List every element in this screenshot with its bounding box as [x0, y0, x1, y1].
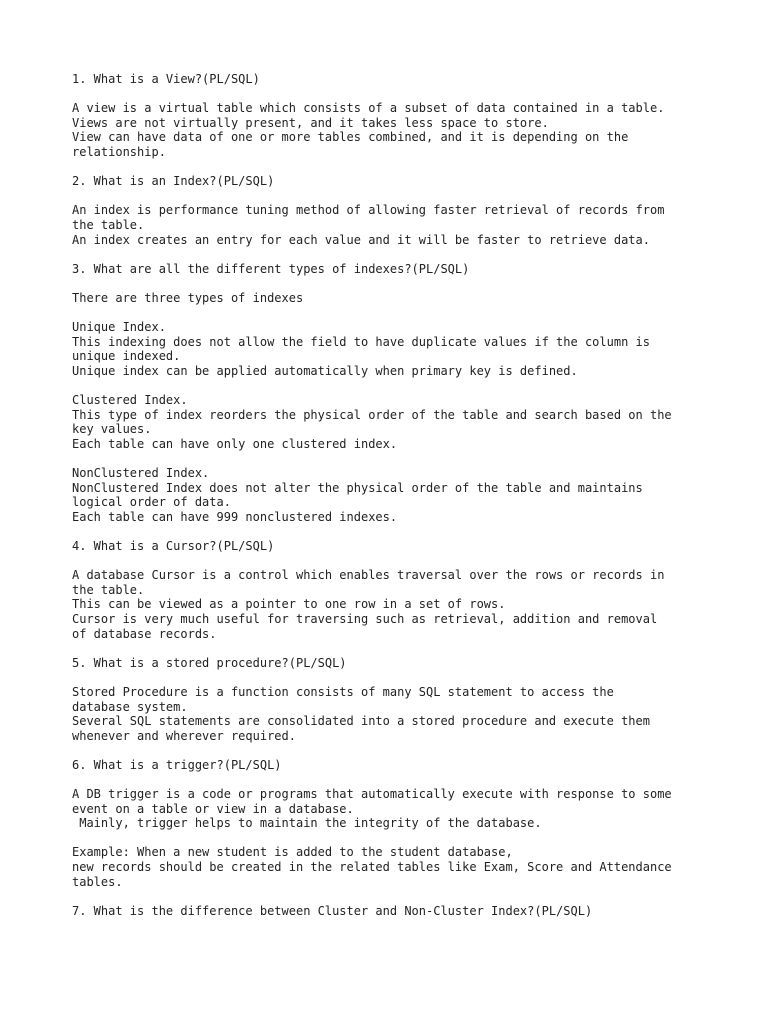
nonclustered-index-paragraph — [72, 466, 732, 524]
q1-answer — [72, 101, 732, 159]
q6-answer — [72, 787, 732, 831]
text-line: Several SQL statements are consolidated into a stored procedure and execute them — [72, 714, 650, 729]
q2-answer — [72, 203, 732, 247]
text-line: tables. — [72, 874, 123, 889]
text-line: 4. What is a Cursor?(PL/SQL) — [72, 539, 275, 553]
text-line: new records should be created in the related tables like Exam, Score and Attendance — [72, 860, 672, 875]
text-line: NonClustered Index does not alter the physical order of the table and maintains — [72, 480, 643, 495]
text-line: whenever and wherever required. — [72, 728, 296, 743]
text-line: the table. — [72, 217, 145, 232]
text-line: of database records. — [72, 626, 217, 641]
text-line: Clustered Index. — [72, 393, 188, 408]
text-line: Stored Procedure is a function consists of many SQL statement to access the — [72, 684, 614, 699]
q3-heading — [72, 262, 732, 277]
text-line: 7. What is the difference between Cluster and Non-Cluster Index?(PL/SQL) — [72, 903, 593, 918]
q6-heading — [72, 758, 732, 773]
text-line: Cursor is very much useful for traversing such as retrieval, addition and removal — [72, 611, 658, 626]
text-line: This indexing does not allow the field to have duplicate values if the column is — [72, 334, 650, 349]
text-line: 5. What is a stored procedure?(PL/SQL) — [72, 655, 347, 670]
text-line: A DB trigger is a code or programs that automatically execute with response to some — [72, 787, 672, 802]
text-line: This type of index reorders the physical order of the table and search based on the — [72, 407, 672, 422]
q6-example — [72, 845, 732, 889]
text-line: Views are not virtually present, and it takes less space to store. — [72, 115, 549, 130]
text-line: An index is performance tuning method of allowing faster retrieval of records from — [72, 203, 665, 218]
text-line: Each table can have only one clustered index. — [72, 436, 398, 451]
text-line: event on a table or view in a database. — [72, 801, 354, 816]
q5-heading — [72, 656, 732, 671]
document-body — [72, 72, 732, 933]
text-line: There are three types of indexes — [72, 290, 304, 305]
q3-intro — [72, 291, 732, 306]
text-line: Unique Index. — [72, 320, 166, 335]
q2-heading — [72, 174, 732, 189]
text-line: Unique index can be applied automatically when primary key is defined. — [72, 363, 578, 378]
text-line: View can have data of one or more tables combined, and it is depending on the — [72, 130, 629, 145]
q5-answer — [72, 685, 732, 743]
q4-heading — [72, 539, 732, 554]
unique-index-paragraph — [72, 320, 732, 378]
q7-heading — [72, 904, 732, 919]
text-line: 6. What is a trigger?(PL/SQL) — [72, 757, 282, 772]
text-line: An index creates an entry for each value and it will be faster to retrieve data. — [72, 232, 650, 247]
q4-answer — [72, 568, 732, 641]
text-line: database system. — [72, 699, 188, 714]
text-line: logical order of data. — [72, 495, 231, 510]
text-line: 1. What is a View?(PL/SQL) — [72, 72, 260, 86]
text-line: 3. What are all the different types of indexes?(PL/SQL) — [72, 261, 470, 276]
text-line: This can be viewed as a pointer to one row in a set of rows. — [72, 597, 506, 612]
text-line: key values. — [72, 422, 152, 437]
text-line: the table. — [72, 582, 145, 597]
text-line: Example: When a new student is added to the student database, — [72, 845, 513, 860]
text-line: A view is a virtual table which consists of a subset of data contained in a table. — [72, 101, 665, 116]
text-line: NonClustered Index. — [72, 466, 210, 481]
q1-heading — [72, 72, 732, 87]
text-line: 2. What is an Index?(PL/SQL) — [72, 174, 275, 189]
text-line: unique indexed. — [72, 349, 181, 364]
text-line: Each table can have 999 nonclustered indexes. — [72, 509, 398, 524]
text-line: Mainly, trigger helps to maintain the integrity of the database. — [72, 816, 542, 831]
text-line: relationship. — [72, 144, 166, 159]
text-line: A database Cursor is a control which enables traversal over the rows or records in — [72, 568, 665, 583]
clustered-index-paragraph — [72, 393, 732, 451]
